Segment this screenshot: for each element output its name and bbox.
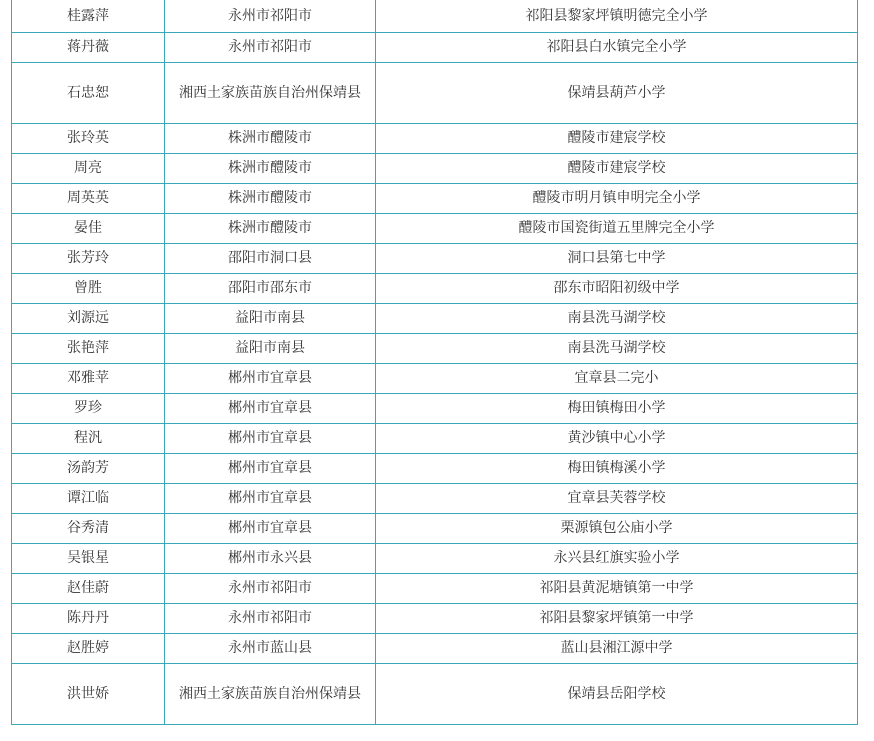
table-row [12, 484, 858, 514]
table-row [12, 63, 858, 124]
school-cell: 宜章县二完小 [376, 364, 858, 394]
name-cell: 张玲英 [12, 124, 165, 154]
region-cell: 永州市祁阳市 [165, 33, 376, 63]
name-cell: 谭江临 [12, 484, 165, 514]
region-cell: 郴州市宜章县 [165, 454, 376, 484]
name-cell: 邓雅苹 [12, 364, 165, 394]
school-cell: 醴陵市建宸学校 [376, 124, 858, 154]
region-cell: 永州市蓝山县 [165, 634, 376, 664]
school-cell: 黄沙镇中心小学 [376, 424, 858, 454]
school-cell: 南县洗马湖学校 [376, 334, 858, 364]
table-row [12, 244, 858, 274]
school-cell: 保靖县葫芦小学 [376, 63, 858, 124]
table-row [12, 454, 858, 484]
table-row [12, 1, 858, 33]
name-cell: 赵胜婷 [12, 634, 165, 664]
school-cell: 醴陵市建宸学校 [376, 154, 858, 184]
award-table-body [12, 1, 858, 725]
name-cell: 洪世娇 [12, 664, 165, 725]
name-cell: 周英英 [12, 184, 165, 214]
school-cell: 邵东市昭阳初级中学 [376, 274, 858, 304]
region-cell: 邵阳市邵东市 [165, 274, 376, 304]
region-cell: 郴州市宜章县 [165, 424, 376, 454]
table-row [12, 634, 858, 664]
table-row [12, 334, 858, 364]
table-row [12, 33, 858, 63]
region-cell: 郴州市宜章县 [165, 394, 376, 424]
table-row [12, 424, 858, 454]
table-row [12, 274, 858, 304]
table-row [12, 604, 858, 634]
school-cell: 蓝山县湘江源中学 [376, 634, 858, 664]
region-cell: 株洲市醴陵市 [165, 154, 376, 184]
table-row [12, 664, 858, 725]
school-cell: 祁阳县白水镇完全小学 [376, 33, 858, 63]
region-cell: 株洲市醴陵市 [165, 214, 376, 244]
name-cell: 蒋丹薇 [12, 33, 165, 63]
name-cell: 罗珍 [12, 394, 165, 424]
school-cell: 祁阳县黄泥塘镇第一中学 [376, 574, 858, 604]
school-cell: 梅田镇梅溪小学 [376, 454, 858, 484]
school-cell: 宜章县芙蓉学校 [376, 484, 858, 514]
table-row [12, 124, 858, 154]
school-cell: 醴陵市明月镇申明完全小学 [376, 184, 858, 214]
name-cell: 石忠恕 [12, 63, 165, 124]
region-cell: 郴州市宜章县 [165, 484, 376, 514]
name-cell: 谷秀清 [12, 514, 165, 544]
school-cell: 祁阳县黎家坪镇明德完全小学 [376, 1, 858, 33]
region-cell: 湘西土家族苗族自治州保靖县 [165, 664, 376, 725]
region-cell: 永州市祁阳市 [165, 574, 376, 604]
region-cell: 郴州市宜章县 [165, 514, 376, 544]
name-cell: 吴银星 [12, 544, 165, 574]
school-cell: 梅田镇梅田小学 [376, 394, 858, 424]
region-cell: 邵阳市洞口县 [165, 244, 376, 274]
name-cell: 程汎 [12, 424, 165, 454]
name-cell: 晏佳 [12, 214, 165, 244]
table-row [12, 394, 858, 424]
school-cell: 保靖县岳阳学校 [376, 664, 858, 725]
region-cell: 湘西土家族苗族自治州保靖县 [165, 63, 376, 124]
name-cell: 周亮 [12, 154, 165, 184]
table-row [12, 184, 858, 214]
school-cell: 栗源镇包公庙小学 [376, 514, 858, 544]
school-cell: 南县洗马湖学校 [376, 304, 858, 334]
name-cell: 桂露萍 [12, 1, 165, 33]
table-row [12, 214, 858, 244]
school-cell: 永兴县红旗实验小学 [376, 544, 858, 574]
school-cell: 醴陵市国瓷街道五里牌完全小学 [376, 214, 858, 244]
region-cell: 株洲市醴陵市 [165, 124, 376, 154]
name-cell: 刘源远 [12, 304, 165, 334]
region-cell: 郴州市宜章县 [165, 364, 376, 394]
region-cell: 益阳市南县 [165, 304, 376, 334]
name-cell: 陈丹丹 [12, 604, 165, 634]
table-row [12, 544, 858, 574]
school-cell: 祁阳县黎家坪镇第一中学 [376, 604, 858, 634]
region-cell: 株洲市醴陵市 [165, 184, 376, 214]
region-cell: 郴州市永兴县 [165, 544, 376, 574]
region-cell: 益阳市南县 [165, 334, 376, 364]
region-cell: 永州市祁阳市 [165, 1, 376, 33]
school-cell: 洞口县第七中学 [376, 244, 858, 274]
name-cell: 张艳萍 [12, 334, 165, 364]
name-cell: 曾胜 [12, 274, 165, 304]
table-row [12, 574, 858, 604]
name-cell: 汤韵芳 [12, 454, 165, 484]
table-row [12, 514, 858, 544]
table-row [12, 364, 858, 394]
name-cell: 赵佳蔚 [12, 574, 165, 604]
table-row [12, 154, 858, 184]
name-cell: 张芳玲 [12, 244, 165, 274]
table-row [12, 304, 858, 334]
award-table [11, 0, 858, 725]
region-cell: 永州市祁阳市 [165, 604, 376, 634]
